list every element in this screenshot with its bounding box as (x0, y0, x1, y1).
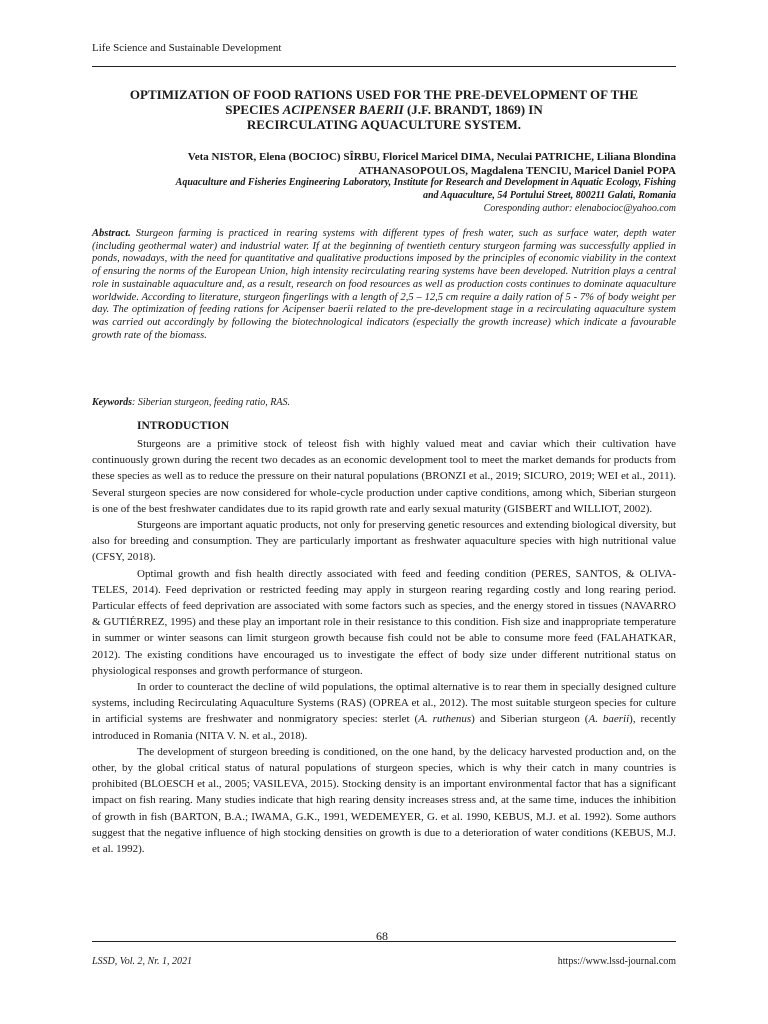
journal-header: Life Science and Sustainable Development (92, 42, 282, 54)
paragraph: Sturgeons are a primitive stock of teleost fish with highly valued meat and caviar which their cultivation have continuously grown during the recent two decades as an economic development tool to meet the market demands for products from these species as well as to reduce the pressure on their natural populations (BRONZI et al., 2019; SICURO, 2019; WEI et al., 2011). Several sturgeon species are now considered for whole-cycle production under captive conditions, among which, Siberian sturgeon is one of the best freshwater candidates due to its rapid growth rate and early sexual maturity (GISBERT and WILLIOT, 2002). (92, 438, 676, 515)
paragraph: Optimal growth and fish health directly associated with feed and feeding condition (PERES, SANTOS, & OLIVA-TELES, 2014). Feed deprivation or restricted feeding may apply in sturgeon rearing regarding costly and long rearing period. Particular effects of feed deprivation are associated with some factors such as species, and the energy stored in tissues (NAVARRO & GUTIÉRREZ, 1995) and these play an important role in their resistance to this condition. Fish size and inappropriate temperature in summer or winter seasons can limit sturgeon growth because fish could not be able to consume more feed (FALAHATKAR, 2012). The existing conditions have encouraged us to investigate the effect of body size under different nutritional status on physiological responses and growth performance of sturgeon. (92, 567, 676, 677)
introduction-body (92, 436, 676, 857)
keywords (92, 397, 676, 408)
header-rule (92, 66, 676, 67)
abstract (92, 228, 676, 342)
paper-title (92, 87, 676, 132)
paragraph: In order to counteract the decline of wild populations, the optimal alternative is to rear them in specially designed culture systems, including Recirculating Aquaculture Systems (RAS) (OPREA et al., 2012). The most suitable sturgeon species for culture in artificial systems are freshwater and nonmigratory species: sterlet (A. ruthenus) and Siberian sturgeon (A. baerii), recently introduced in Romania (NITA V. N. et al., 2018). (92, 681, 676, 742)
title-species: ACIPENSER BAERII (282, 102, 404, 117)
paragraph: Sturgeons are important aquatic products, not only for preserving genetic resources and extending biological diversity, but also for breeding and consumption. They are particularly important as freshwater aquaculture species with high nutritional value (CFSY, 2018). (92, 519, 676, 564)
corresponding-author: Coresponding author: elenabocioc@yahoo.com (483, 203, 676, 214)
section-heading-introduction: INTRODUCTION (137, 420, 230, 432)
page-number: 68 (376, 929, 388, 943)
keywords-text: : Siberian sturgeon, feeding ratio, RAS. (132, 397, 290, 408)
abstract-text: Sturgeon farming is practiced in rearing systems with different types of fresh water, such as surface water, depth water (including geothermal water) and industrial water. If at the beginning of twentieth century sturgeon farming was successfully applied in ponds, nowadays, with the need for quantitative and qualitative productions imposed by the principles of economic viability in the context of ensuring the norms of the European Union, high intensity recirculating rearing systems have been developed. Nutrition plays a central role in sustainable aquaculture and, as a result, research on food resources as well as production costs continues to dominate aquaculture worldwide. According to literature, sturgeon fingerlings with a length of 2,5 – 12,5 cm require a daily ration of 5 - 7% of body weight per day. The optimization of feeding rations for Acipenser baerii related to the pre-development stage in a recirculating aquaculture system was carried out accordingly by following the biotechnological indicators (especially the growth increase) which indicate a favourable growth rate of the biomass. (92, 228, 676, 341)
title-line-2: SPECIES ACIPENSER BAERII (J.F. BRANDT, 1869) IN (225, 102, 543, 117)
footer-citation: LSSD, Vol. 2, Nr. 1, 2021 (92, 956, 193, 967)
title-line-1: OPTIMIZATION OF FOOD RATIONS USED FOR THE PRE-DEVELOPMENT OF THE (129, 87, 639, 102)
footer-url[interactable]: https://www.lssd-journal.com (557, 956, 676, 967)
keywords-label: Keywords (92, 397, 132, 408)
title-line-3: RECIRCULATING AQUACULTURE SYSTEM. (246, 117, 522, 132)
affiliation: Aquaculture and Fisheries Engineering Laboratory, Institute for Research and Development in Aquatic Ecology, Fishing and Aquaculture, 54 Portului Street, 800211 Galati, Romania (175, 177, 676, 201)
author-list: Veta NISTOR, Elena (BOCIOC) SÎRBU, Floricel Maricel DIMA, Neculai PATRICHE, Liliana Blondina ATHANASOPOULOS, Magdalena TENCIU, Maricel Daniel POPA (187, 151, 676, 177)
abstract-label: Abstract. (92, 228, 131, 239)
paragraph: The development of sturgeon breeding is conditioned, on the one hand, by the delicacy harvested production and, on the other, by the global critical status of natural populations of sturgeon species, which is why their catch in many countries is prohibited (BLOESCH et al., 2005; VASILEVA, 2015). Stocking density is an important environmental factor that has a significant impact on fish rearing. Many studies indicate that high rearing density increases stress and, at the same time, induces the inhibition of growth in fish (BARTON, B.A.; IWAMA, G.K., 1991, WEDEMEYER, G. et al. 1990, KEBUS, M.J. et al. 1992). Some authors suggest that the negative influence of high stocking densities on growth is due to a deterioration of water conditions (KEBUS, M.J. et al. 1992). (92, 745, 676, 856)
